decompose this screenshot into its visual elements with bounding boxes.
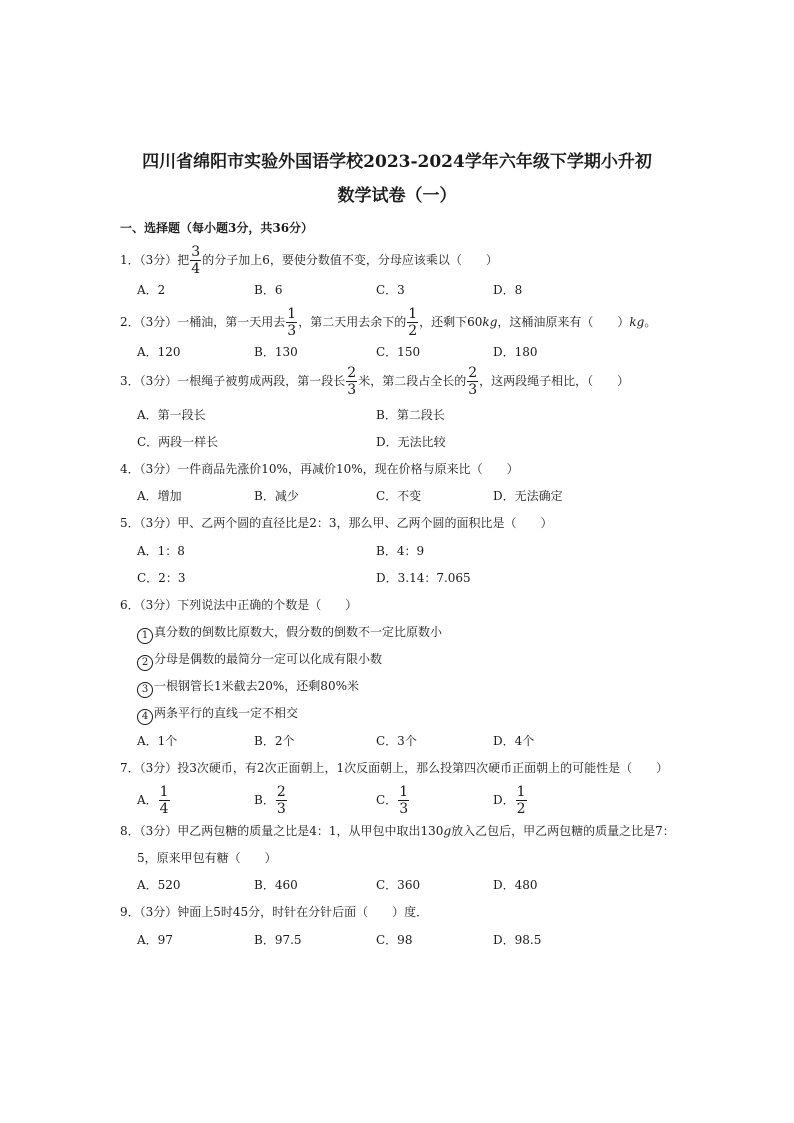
q9-option-b[interactable]: B．97.5 bbox=[254, 933, 302, 947]
numerator: 2 bbox=[468, 365, 478, 381]
statement-text: 真分数的倒数比原数大，假分数的倒数不一定比原数小 bbox=[154, 625, 443, 639]
q5-option-d[interactable]: D．3.14：7.065 bbox=[376, 571, 471, 585]
fraction bbox=[159, 785, 170, 816]
denominator: 3 bbox=[399, 801, 409, 817]
question-5: 5．（3分）甲、乙两个圆的直径比是2：3，那么甲、乙两个圆的面积比是（ ） bbox=[120, 516, 553, 530]
q6-option-c[interactable]: C．3个 bbox=[376, 734, 417, 748]
fraction bbox=[516, 785, 527, 816]
q1-option-b[interactable]: B．6 bbox=[254, 283, 283, 297]
q6-statement-4 bbox=[137, 704, 298, 725]
q9-option-a[interactable]: A．97 bbox=[137, 933, 173, 947]
circled-number: 1 bbox=[137, 628, 153, 644]
unit-g: g bbox=[443, 824, 452, 838]
q2-option-d[interactable]: D．180 bbox=[493, 345, 538, 359]
section-heading: 一、选择题（每小题3分，共36分） bbox=[120, 221, 314, 235]
question-number: 3． bbox=[120, 374, 140, 388]
q7-option-b[interactable] bbox=[254, 785, 288, 816]
option-label: C． bbox=[376, 793, 398, 807]
numerator: 1 bbox=[399, 784, 409, 800]
q4-option-a[interactable]: A．增加 bbox=[137, 489, 182, 503]
denominator: 3 bbox=[276, 801, 286, 817]
question-text: （3分）一桶油，第一天用去 bbox=[139, 315, 286, 329]
q4-option-d[interactable]: D．无法确定 bbox=[493, 489, 563, 503]
paper-title-line2: 数学试卷（一） bbox=[337, 186, 457, 206]
q6-statement-3 bbox=[137, 677, 359, 698]
q3-option-d[interactable]: D．无法比较 bbox=[376, 435, 446, 449]
question-text: 放入乙包后，甲乙两包糖的质量之比是7： bbox=[451, 824, 675, 838]
q9-option-c[interactable]: C．98 bbox=[376, 933, 413, 947]
question-text: ，这两段绳子相比，（ ） bbox=[479, 374, 630, 388]
numerator: 1 bbox=[287, 306, 297, 322]
numerator: 2 bbox=[276, 784, 286, 800]
question-3 bbox=[120, 366, 629, 397]
q4-option-c[interactable]: C．不变 bbox=[376, 489, 422, 503]
statement-text: 两条平行的直线一定不相交 bbox=[154, 706, 299, 720]
fraction bbox=[407, 307, 418, 338]
q6-option-b[interactable]: B．2个 bbox=[254, 734, 295, 748]
numerator: 3 bbox=[191, 244, 201, 260]
fraction bbox=[286, 307, 297, 338]
q5-option-c[interactable]: C．2：3 bbox=[137, 571, 186, 585]
option-label: A． bbox=[137, 793, 158, 807]
option-label: D． bbox=[493, 793, 515, 807]
question-2 bbox=[120, 307, 656, 338]
statement-text: 分母是偶数的最简分一定可以化成有限小数 bbox=[154, 652, 383, 666]
q7-option-c[interactable] bbox=[376, 785, 410, 816]
q8-option-b[interactable]: B．460 bbox=[254, 878, 298, 892]
question-text: 的分子加上6，要使分数值不变，分母应该乘以（ ） bbox=[202, 253, 498, 267]
numerator: 1 bbox=[408, 306, 418, 322]
q8-option-c[interactable]: C．360 bbox=[376, 878, 421, 892]
denominator: 3 bbox=[347, 382, 357, 398]
unit-kg: kg bbox=[482, 315, 498, 329]
fraction bbox=[346, 366, 357, 397]
q4-option-b[interactable]: B．减少 bbox=[254, 489, 299, 503]
q2-option-c[interactable]: C．150 bbox=[376, 345, 421, 359]
question-number: 2． bbox=[120, 315, 140, 329]
statement-text: 一根钢管长1米截去20%，还剩80%米 bbox=[154, 679, 359, 693]
q9-option-d[interactable]: D．98.5 bbox=[493, 933, 542, 947]
question-text: （3分）把 bbox=[139, 253, 190, 267]
q3-option-a[interactable]: A．第一段长 bbox=[137, 408, 206, 422]
paper-title-line1: 四川省绵阳市实验外国语学校2023-2024学年六年级下学期小升初 bbox=[142, 152, 652, 172]
unit-kg: kg bbox=[629, 315, 645, 329]
option-label: B． bbox=[254, 793, 275, 807]
q2-option-b[interactable]: B．130 bbox=[254, 345, 298, 359]
denominator: 4 bbox=[159, 801, 169, 817]
q7-option-a[interactable] bbox=[137, 785, 171, 816]
question-4: 4．（3分）一件商品先涨价10%，再减价10%，现在价格与原来比（ ） bbox=[120, 462, 519, 476]
fraction bbox=[190, 245, 201, 276]
q3-option-b[interactable]: B．第二段长 bbox=[376, 408, 445, 422]
q2-option-a[interactable]: A．120 bbox=[137, 345, 181, 359]
q6-statement-2 bbox=[137, 650, 382, 671]
denominator: 3 bbox=[287, 323, 297, 339]
question-1 bbox=[120, 245, 498, 276]
question-7: 7．（3分）投3次硬币，有2次正面朝上，1次反面朝上，那么投第四次硬币正面朝上的可能性是（ ） bbox=[120, 761, 669, 775]
denominator: 2 bbox=[408, 323, 418, 339]
q5-option-a[interactable]: A．1：8 bbox=[137, 544, 185, 558]
q7-option-d[interactable] bbox=[493, 785, 528, 816]
question-number: 1． bbox=[120, 253, 140, 267]
circled-number: 3 bbox=[137, 682, 153, 698]
numerator: 1 bbox=[516, 784, 526, 800]
question-6: 6．（3分）下列说法中正确的个数是（ ） bbox=[120, 598, 358, 612]
q6-option-a[interactable]: A．1个 bbox=[137, 734, 178, 748]
question-text: 。 bbox=[644, 315, 657, 329]
q8-option-a[interactable]: A．520 bbox=[137, 878, 181, 892]
denominator: 2 bbox=[516, 801, 526, 817]
circled-number: 2 bbox=[137, 655, 153, 671]
q1-option-c[interactable]: C．3 bbox=[376, 283, 405, 297]
fraction bbox=[398, 785, 409, 816]
q1-option-d[interactable]: D．8 bbox=[493, 283, 523, 297]
denominator: 4 bbox=[191, 261, 201, 277]
question-text: ，第二天用去余下的 bbox=[298, 315, 407, 329]
numerator: 2 bbox=[347, 365, 357, 381]
q8-option-d[interactable]: D．480 bbox=[493, 878, 538, 892]
q3-option-c[interactable]: C．两段一样长 bbox=[137, 435, 219, 449]
q6-option-d[interactable]: D．4个 bbox=[493, 734, 535, 748]
question-8 bbox=[120, 822, 675, 839]
question-text: ，还剩下60 bbox=[419, 315, 483, 329]
question-text: 米，第二段占全长的 bbox=[358, 374, 467, 388]
circled-number: 4 bbox=[137, 709, 153, 725]
question-text: ，这桶油原来有（ ） bbox=[497, 315, 630, 329]
denominator: 3 bbox=[468, 382, 478, 398]
fraction bbox=[276, 785, 287, 816]
question-8-continued: 5，原来甲包有糖（ ） bbox=[137, 851, 277, 865]
numerator: 1 bbox=[159, 784, 169, 800]
fraction bbox=[467, 366, 478, 397]
q1-option-a[interactable]: A．2 bbox=[137, 283, 166, 297]
question-text: （3分）一根绳子被剪成两段，第一段长 bbox=[139, 374, 346, 388]
question-9: 9．（3分）钟面上5时45分，时针在分针后面（ ）度． bbox=[120, 905, 429, 919]
q6-statement-1 bbox=[137, 623, 442, 644]
question-text: 8．（3分）甲乙两包糖的质量之比是4：1，从甲包中取出130 bbox=[120, 824, 444, 838]
q5-option-b[interactable]: B．4：9 bbox=[376, 544, 425, 558]
